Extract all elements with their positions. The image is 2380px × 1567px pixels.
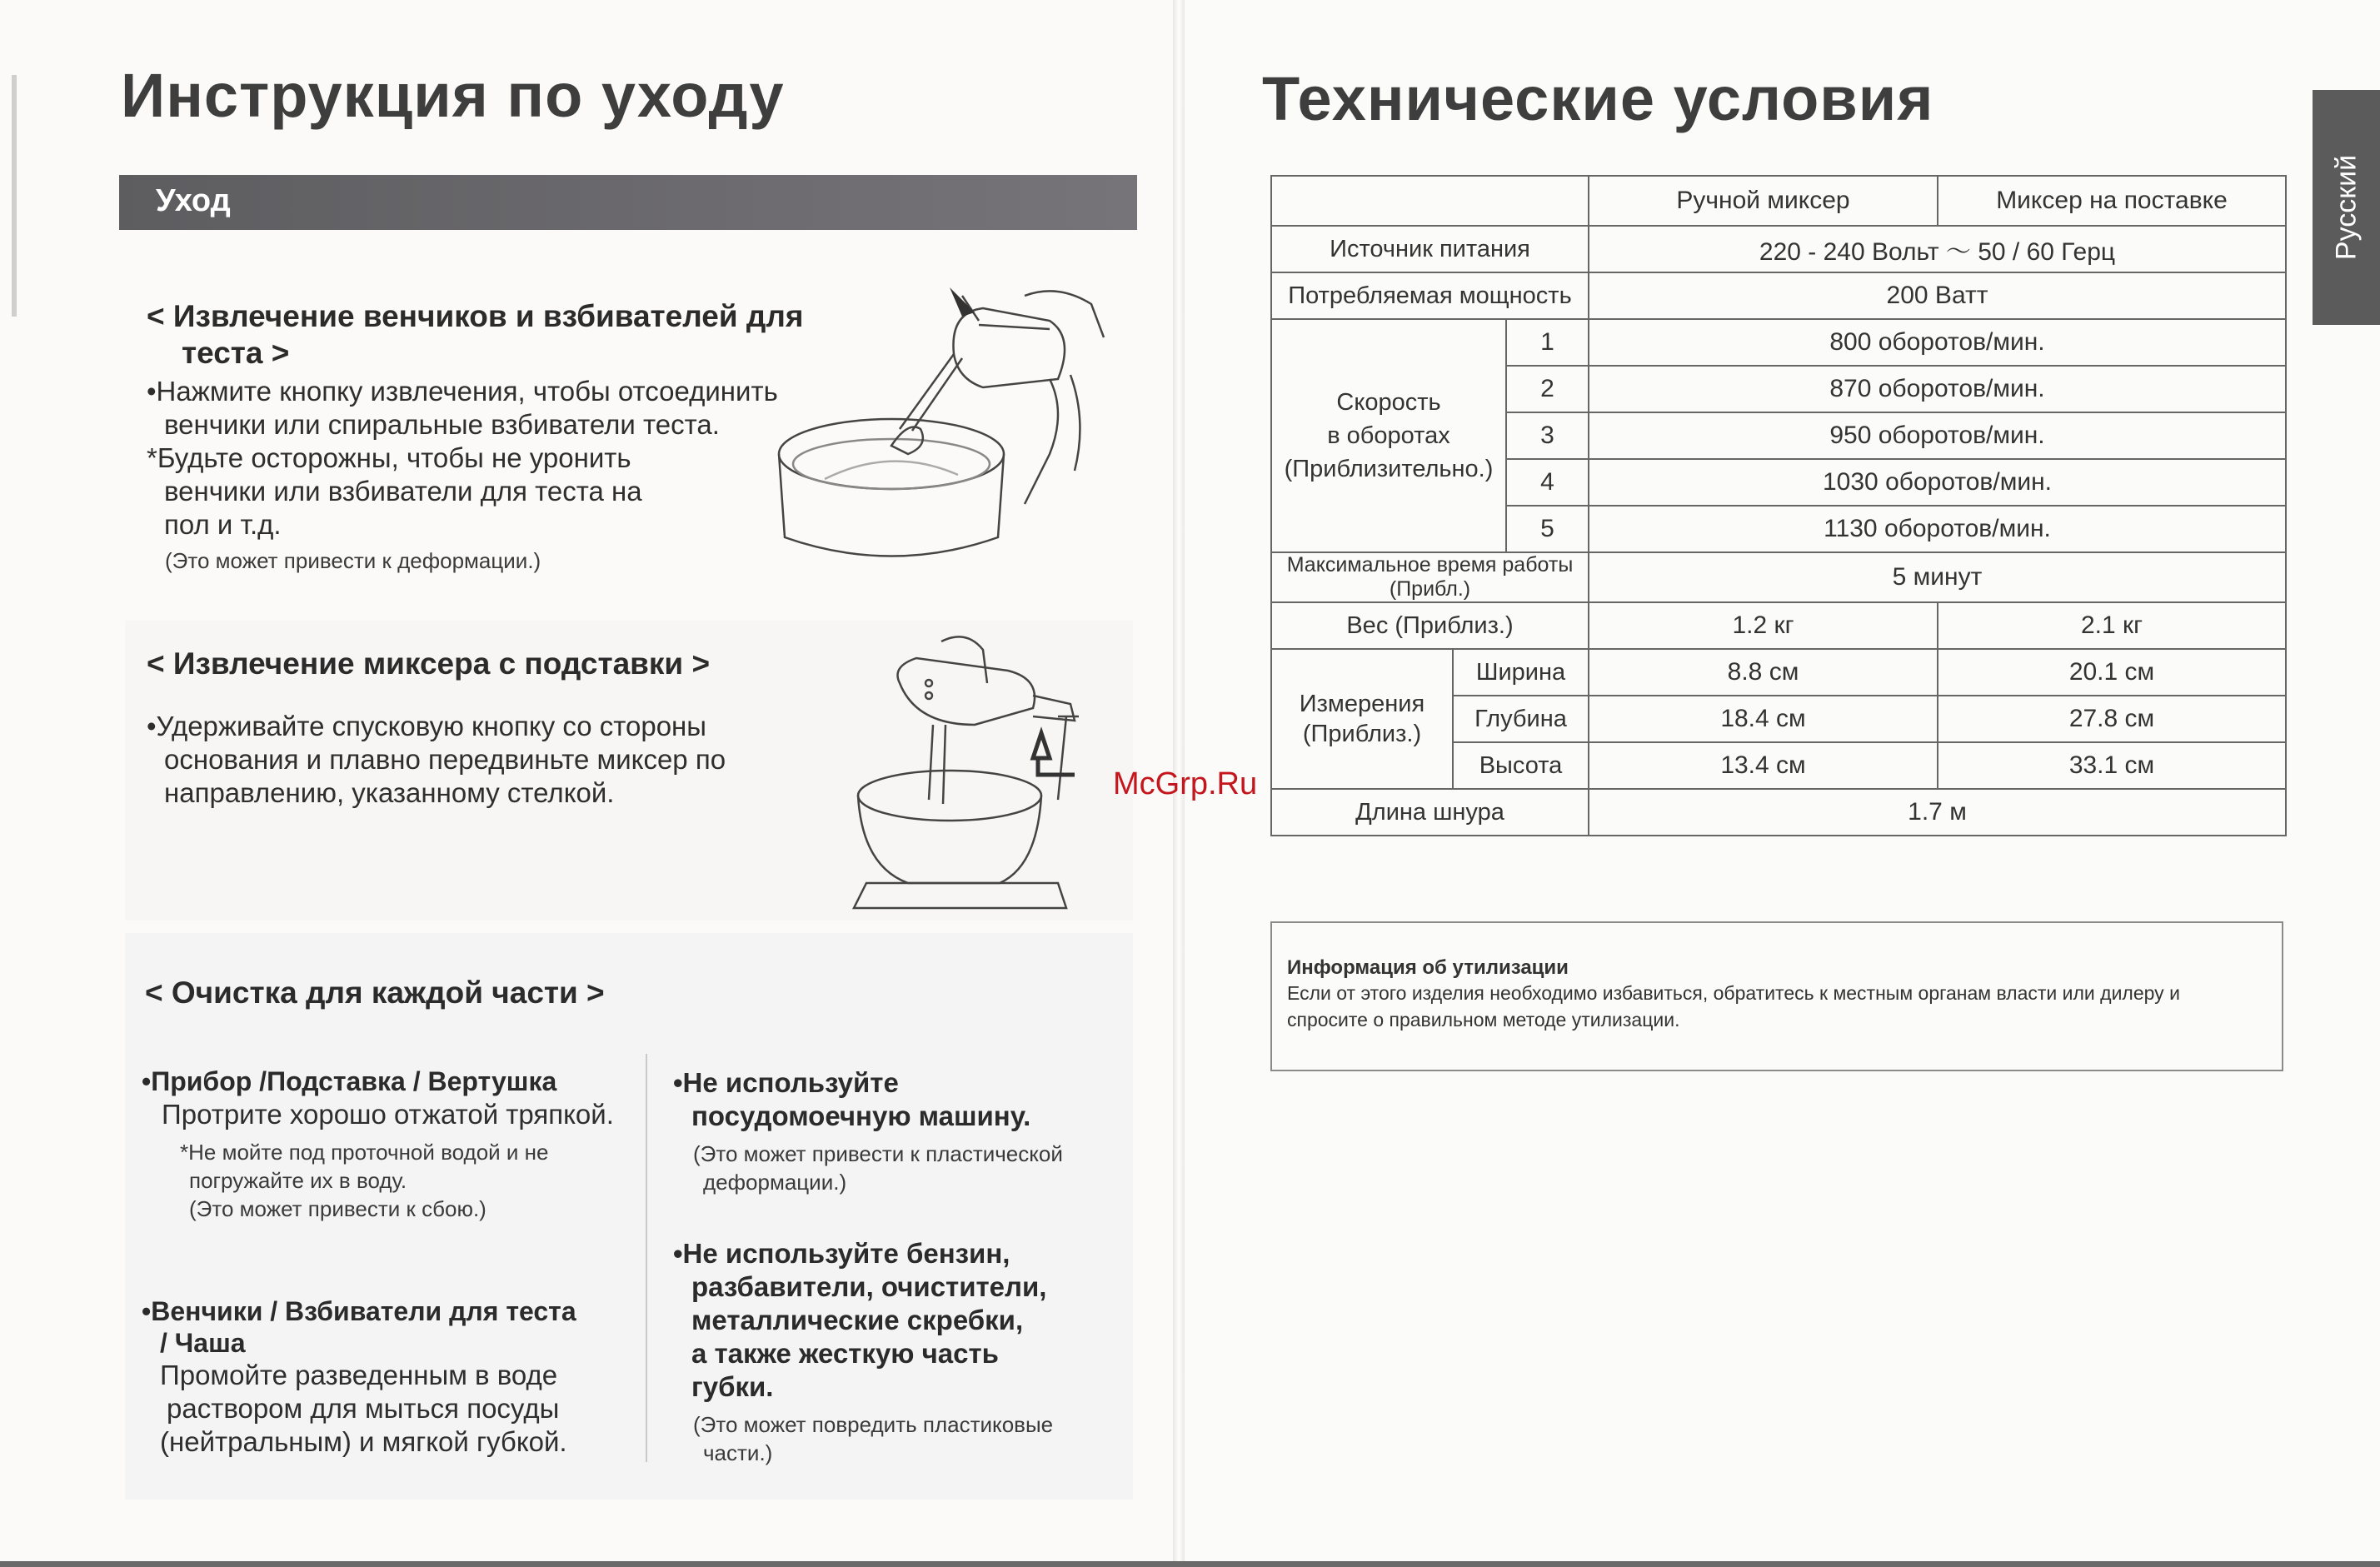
- page-title-specs: Технические условия: [1262, 64, 1934, 133]
- table-row: [1271, 789, 2286, 836]
- text-line: направлению, указанному стелкой.: [164, 777, 615, 808]
- stand-mixer-illustration: [841, 633, 1108, 916]
- item-text: (нейтральным) и мягкой губкой.: [160, 1426, 567, 1457]
- cell-power-source: 220 - 240 Вольт 〜 50 / 60 Герц: [1589, 226, 2286, 272]
- text-line: пол и т.д.: [164, 509, 282, 540]
- cell-weight-hand: 1.2 кг: [1589, 602, 1938, 649]
- language-tab-label: Русский: [2330, 154, 2362, 261]
- heading-remove-from-stand: < Извлечение миксера с подставки >: [147, 646, 711, 681]
- dim-stand: 33.1 см: [1938, 742, 2286, 789]
- item-text: раствором для мыться посуды: [167, 1393, 560, 1424]
- col-header-stand: Миксер на поставке: [1938, 176, 2286, 226]
- warning-solvents: [673, 1237, 1140, 1467]
- disposal-text: Если от этого изделия необходимо избавиться, обратитесь к местным органам власти или дилеру и спросите о правильном методе утилизации.: [1287, 982, 2180, 1031]
- column-divider: [646, 1054, 647, 1462]
- table-cell: [1271, 176, 1589, 226]
- dim-name: Ширина: [1453, 649, 1589, 696]
- speed-number: 2: [1506, 366, 1589, 412]
- speed-number: 3: [1506, 412, 1589, 459]
- item-text: Протрите хорошо отжатой тряпкой.: [162, 1099, 614, 1130]
- col-header-hand: Ручной миксер: [1589, 176, 1938, 226]
- dim-hand: 13.4 см: [1589, 742, 1938, 789]
- warning-title: металлические скребки,: [691, 1305, 1024, 1335]
- table-row: [1271, 176, 2286, 226]
- text-line: венчики или спиральные взбиватели теста.: [164, 409, 720, 440]
- speed-number: 5: [1506, 506, 1589, 552]
- text-line: основания и плавно передвиньте миксер по: [164, 744, 726, 775]
- label-line: Измерения: [1299, 691, 1425, 717]
- warning-title: а также жесткую часть: [691, 1338, 999, 1369]
- arrow-icon: [1033, 733, 1075, 775]
- speed-value: 870 оборотов/мин.: [1589, 366, 2286, 412]
- spec-table: [1270, 175, 2287, 836]
- row-label-power-source: Источник питания: [1271, 226, 1589, 272]
- cell-consumption: 200 Ватт: [1589, 272, 2286, 319]
- item-title: / Чаша: [160, 1328, 246, 1358]
- hand-mixer-bowl-illustration: [775, 287, 1108, 575]
- cleaning-body-stand: [142, 1065, 641, 1223]
- row-label-consumption: Потребляемая мощность: [1271, 272, 1589, 319]
- table-row: [1271, 272, 2286, 319]
- warning-note: (Это может повредить пластиковые: [693, 1412, 1054, 1437]
- warning-title: посудомоечную машину.: [691, 1100, 1031, 1131]
- label-line: (Приблиз.): [1302, 721, 1422, 747]
- bottom-rule: [0, 1561, 2380, 1567]
- heading-line: < Извлечение венчиков и взбивателей для: [147, 299, 804, 333]
- cell-max-time: 5 минут: [1589, 552, 2286, 602]
- row-label-weight: Вес (Приблиз.): [1271, 602, 1589, 649]
- warning-dishwasher: [673, 1066, 1140, 1196]
- dim-name: Высота: [1453, 742, 1589, 789]
- row-label-dimensions: [1271, 649, 1453, 789]
- disposal-info-box: [1270, 921, 2283, 1071]
- speed-value: 950 оборотов/мин.: [1589, 412, 2286, 459]
- watermark-link[interactable]: McGrp.Ru: [1113, 766, 1258, 801]
- warning-note: части.): [703, 1440, 773, 1465]
- table-row: [1271, 649, 2286, 696]
- label-line: в оборотах: [1327, 422, 1450, 449]
- row-label-speed: [1271, 319, 1506, 552]
- row-label-cord: Длина шнура: [1271, 789, 1589, 836]
- note-deformation: (Это может привести к деформации.): [165, 548, 541, 573]
- text-line: •Нажмите кнопку извлечения, чтобы отсоединить: [147, 376, 778, 407]
- item-title: •Прибор /Подставка / Вертушка: [142, 1066, 557, 1096]
- language-tab: [2313, 90, 2380, 325]
- speed-value: 800 оборотов/мин.: [1589, 319, 2286, 366]
- cleaning-beaters-bowl: [142, 1295, 641, 1459]
- table-row: [1271, 319, 2286, 366]
- table-row: [1271, 552, 2286, 602]
- item-note: (Это может привести к сбою.): [189, 1196, 486, 1221]
- speed-value: 1030 оборотов/мин.: [1589, 459, 2286, 506]
- row-label-max-time: Максимальное время работы (Прибл.): [1271, 552, 1589, 602]
- section-bar-care: Уход: [119, 175, 1137, 230]
- warning-note: деформации.): [703, 1170, 847, 1195]
- heading-remove-beaters: [147, 298, 803, 372]
- text-line: венчики или взбиватели для теста на: [164, 476, 642, 507]
- text-remove-beaters: [147, 375, 778, 541]
- item-title: •Венчики / Взбиватели для теста: [142, 1296, 576, 1326]
- dim-hand: 18.4 см: [1589, 696, 1938, 742]
- warning-title: губки.: [691, 1371, 774, 1402]
- dim-stand: 27.8 см: [1938, 696, 2286, 742]
- warning-title: разбавители, очистители,: [691, 1271, 1047, 1302]
- dim-stand: 20.1 см: [1938, 649, 2286, 696]
- warning-note: (Это может привести к пластической: [693, 1141, 1063, 1166]
- item-text: Промойте разведенным в воде: [160, 1360, 558, 1390]
- text-line: •Удерживайте спусковую кнопку со стороны: [147, 711, 707, 741]
- text-remove-from-stand: [147, 710, 726, 810]
- heading-line: теста >: [182, 336, 290, 370]
- warning-title: •Не используйте: [673, 1067, 899, 1098]
- dim-hand: 8.8 см: [1589, 649, 1938, 696]
- speed-number: 1: [1506, 319, 1589, 366]
- table-row: [1271, 602, 2286, 649]
- page-title-care: Инструкция по уходу: [121, 61, 785, 130]
- cell-cord: 1.7 м: [1589, 789, 2286, 836]
- speed-number: 4: [1506, 459, 1589, 506]
- label-line: (Приблизительно.): [1284, 456, 1494, 482]
- heading-cleaning: < Очистка для каждой части >: [145, 976, 605, 1010]
- item-note: *Не мойте под проточной водой и не: [180, 1140, 549, 1165]
- cell-weight-stand: 2.1 кг: [1938, 602, 2286, 649]
- table-row: [1271, 226, 2286, 272]
- warning-title: •Не используйте бензин,: [673, 1238, 1010, 1269]
- disposal-title: Информация об утилизации: [1287, 956, 1569, 979]
- dim-name: Глубина: [1453, 696, 1589, 742]
- item-note: погружайте их в воду.: [189, 1168, 407, 1193]
- arrow-icon: [950, 287, 975, 317]
- label-line: Скорость: [1336, 389, 1441, 416]
- speed-value: 1130 оборотов/мин.: [1589, 506, 2286, 552]
- text-line: *Будьте осторожны, чтобы не уронить: [147, 442, 631, 473]
- spine-mark: [12, 75, 17, 317]
